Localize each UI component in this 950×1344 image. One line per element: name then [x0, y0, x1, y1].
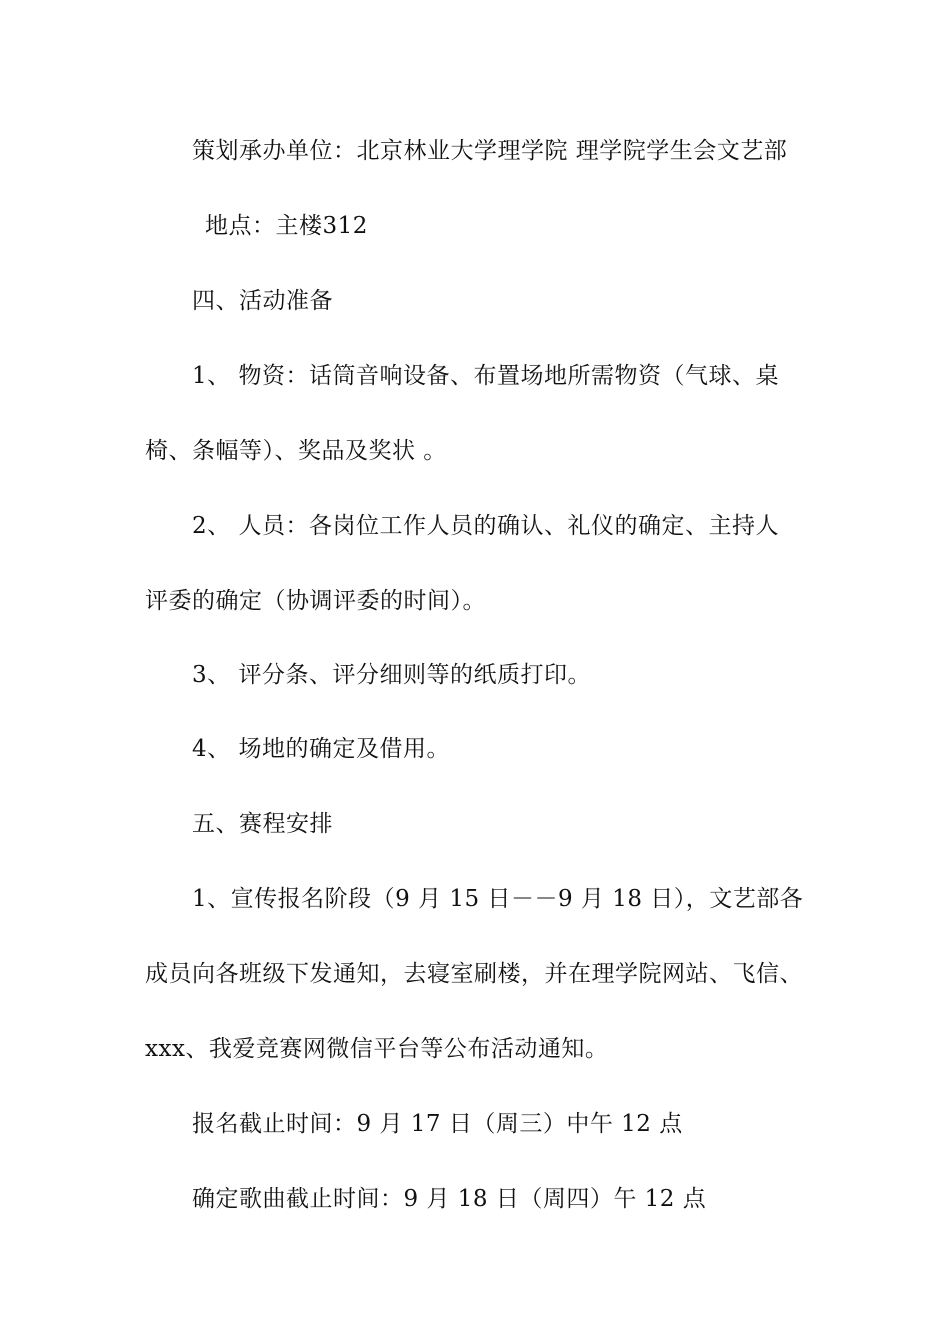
location-line: 地点：主楼312 — [205, 213, 368, 239]
registration-deadline: 报名截止时间：9 月 17 日（周三）中午 12 点 — [192, 1111, 683, 1137]
prep-item-3: 3、 评分条、评分细则等的纸质打印。 — [192, 662, 591, 688]
song-deadline: 确定歌曲截止时间：9 月 18 日（周四）午 12 点 — [192, 1186, 707, 1212]
prep-item-1-line-1: 1、 物资：话筒音响设备、布置场地所需物资（气球、桌 — [192, 363, 779, 389]
prep-item-2-line-2: 评委的确定（协调评委的时间）。 — [145, 588, 486, 614]
prep-item-4: 4、 场地的确定及借用。 — [192, 736, 450, 762]
prep-item-2-line-1: 2、 人员：各岗位工作人员的确认、礼仪的确定、主持人 — [192, 513, 779, 539]
schedule-item-1-line-2: 成员向各班级下发通知，去寝室刷楼，并在理学院网站、飞信、 — [145, 961, 803, 987]
prep-item-1-line-2: 椅、条幅等）、奖品及奖状 。 — [145, 438, 447, 464]
schedule-item-1-line-1: 1、宣传报名阶段（9 月 15 日－－9 月 18 日），文艺部各 — [192, 886, 804, 912]
section-heading-preparation: 四、活动准备 — [192, 288, 333, 314]
section-heading-schedule: 五、赛程安排 — [192, 811, 333, 837]
organizer-line: 策划承办单位：北京林业大学理学院 理学院学生会文艺部 — [192, 138, 788, 164]
schedule-item-1-line-3: xxx、我爱竞赛网微信平台等公布活动通知。 — [145, 1036, 609, 1062]
